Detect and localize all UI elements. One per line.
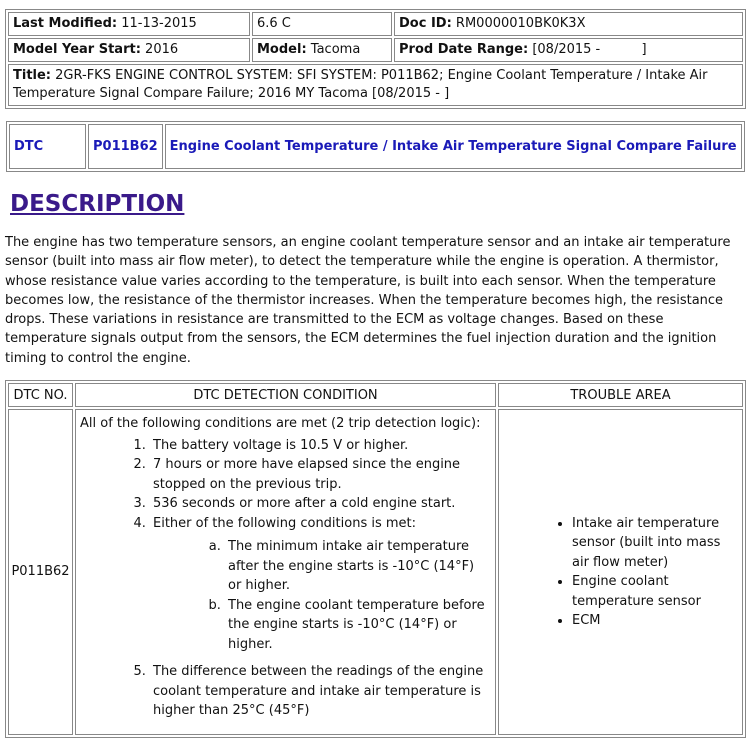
condition-item: 5. The difference between the readings of the engine coolant temperature and intake air temperature is higher than 25°C (45°F) bbox=[150, 662, 491, 721]
condition-item: 1. The battery voltage is 10.5 V or higher. bbox=[150, 436, 491, 456]
condition-item: 3. 536 seconds or more after a cold engine start. bbox=[150, 494, 491, 514]
header-trouble-area: TROUBLE AREA bbox=[498, 383, 743, 407]
model-year-value: 2016 bbox=[145, 42, 179, 57]
trouble-area-cell bbox=[498, 409, 743, 735]
table-row bbox=[8, 409, 743, 735]
description-text: The engine has two temperature sensors, an engine coolant temperature sensor and an intake air temperature sensor (built into mass air flow meter), to detect the temperature while the engine is operation. A thermistor, whose resistance value varies according to the temperature, is built into each sensor. When the temperature becomes low, the resistance of the thermistor increases. When the temperature becomes high, the resistance drops. These variations in resistance are transmitted to the ECM as voltage changes. Based on these temperature signals output from the sensors, the ECM determines the fuel injection duration and the ignition timing to control the engine. bbox=[5, 235, 731, 366]
trouble-area-item: • Engine coolant temperature sensor bbox=[572, 572, 738, 611]
dtc-label: DTC bbox=[9, 124, 86, 169]
model-cell bbox=[252, 38, 392, 62]
condition-item-text: Either of the following conditions is met: bbox=[153, 515, 417, 531]
doc-id-cell bbox=[394, 12, 743, 36]
dtc-description: Engine Coolant Temperature / Intake Air Temperature Signal Compare Failure bbox=[165, 124, 742, 169]
condition-intro: All of the following conditions are met (2 trip detection logic): bbox=[80, 416, 481, 431]
doc-id-label: Doc ID: bbox=[399, 16, 452, 31]
prod-date-label: Prod Date Range: bbox=[399, 42, 529, 57]
conditions-list bbox=[80, 436, 491, 721]
model-year-label: Model Year Start: bbox=[13, 42, 141, 57]
dtc-detection-table bbox=[5, 380, 746, 738]
model-value: Tacoma bbox=[310, 42, 361, 57]
trouble-area-item: • ECM bbox=[572, 611, 738, 631]
title-value: 2GR-FKS ENGINE CONTROL SYSTEM: SFI SYSTEM: P011B62; Engine Coolant Temperature / Intake Air Temperature Signal Compare Failure; 2016 MY Tacoma [08/2015 - ] bbox=[13, 68, 708, 101]
document-header bbox=[5, 9, 746, 109]
prod-date-cell bbox=[394, 38, 743, 62]
last-modified-label: Last Modified: bbox=[13, 16, 118, 31]
description-heading: DESCRIPTION bbox=[10, 191, 185, 217]
model-year-cell bbox=[8, 38, 250, 62]
trouble-area-item: • Intake air temperature sensor (built into mass air flow meter) bbox=[572, 514, 738, 573]
detection-condition-cell bbox=[75, 409, 496, 735]
title-label: Title: bbox=[13, 68, 52, 83]
table-header-row bbox=[8, 383, 743, 407]
dtc-number-cell: P011B62 bbox=[8, 409, 73, 735]
doc-id-value: RM0000010BK0K3X bbox=[455, 16, 586, 31]
sub-conditions-list bbox=[153, 537, 491, 654]
header-dtc-no: DTC NO. bbox=[8, 383, 73, 407]
header-detection-condition: DTC DETECTION CONDITION bbox=[75, 383, 496, 407]
title-cell bbox=[8, 64, 743, 106]
last-modified-cell bbox=[8, 12, 250, 36]
dtc-code: P011B62 bbox=[88, 124, 163, 169]
last-modified-value: 11-13-2015 bbox=[121, 16, 197, 31]
sub-condition-item: a. The minimum intake air temperature after the engine starts is -10°C (14°F) or higher. bbox=[225, 537, 491, 596]
prod-date-value: [08/2015 - ] bbox=[532, 42, 647, 57]
condition-item: 2. 7 hours or more have elapsed since the engine stopped on the previous trip. bbox=[150, 455, 491, 494]
model-label: Model: bbox=[257, 42, 307, 57]
dtc-bar bbox=[6, 121, 745, 172]
condition-item bbox=[150, 514, 491, 655]
trouble-area-list bbox=[552, 514, 738, 631]
version-cell: 6.6 C bbox=[252, 12, 392, 36]
sub-condition-item: b. The engine coolant temperature before the engine starts is -10°C (14°F) or higher. bbox=[225, 596, 491, 655]
